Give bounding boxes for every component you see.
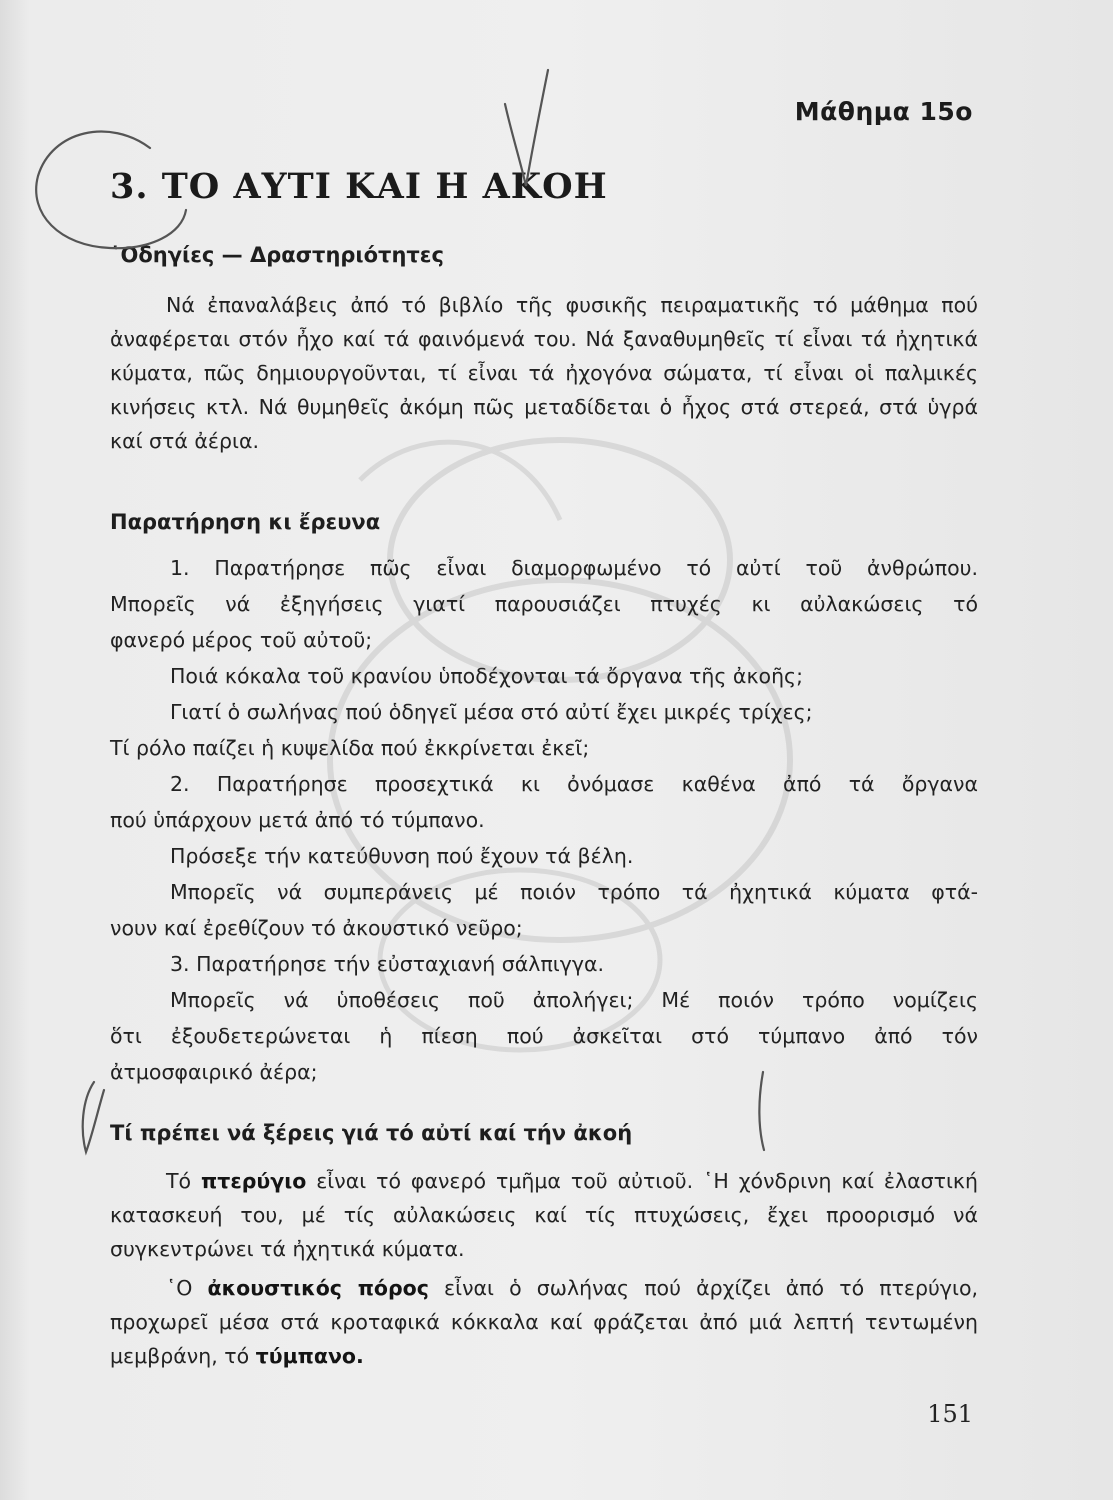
- observation-line: 1. Παρατήρησε πῶς εἶναι διαμορφωμένο τό αὐτί τοῦ ἀνθρώπου.: [170, 556, 978, 580]
- observation-line: Τί ρόλο παίζει ἡ κυψελίδα πού ἐκκρίνεται ἐκεῖ;: [110, 736, 590, 760]
- page-number: 151: [927, 1400, 973, 1428]
- observation-line: Μπορεῖς νά συμπεράνεις μέ ποιόν τρόπο τά ἠχητικά κύματα φτά-: [170, 880, 978, 904]
- section-heading-observation: Παρατήρηση κι ἔρευνα: [110, 510, 381, 534]
- observation-line: ἀτμοσφαιρικό ἀέρα;: [110, 1060, 318, 1084]
- term-ear-canal: ἀκουστικός πόρος: [207, 1276, 429, 1300]
- term-eardrum: τύμπανο.: [255, 1344, 364, 1368]
- observation-line: Ποιά κόκαλα τοῦ κρανίου ὑποδέχονται τά ὄργανα τῆς ἀκοῆς;: [170, 664, 803, 688]
- section-heading-instructions: ῾Οδηγίες — Δραστηριότητες: [110, 243, 444, 267]
- ear-canal-paragraph: ῾Ο ἀκουστικός πόρος εἶναι ὁ σωλήνας πού ἀρχίζει ἀπό τό πτερύγιο, προχωρεῖ μέσα στά κροταφικά κόκκαλα καί φράζεται ἀπό μιά λεπτή τεντωμένη μεμβράνη, τό τύμπανο.: [110, 1276, 979, 1368]
- observation-line: Μπορεῖς νά ἐξηγήσεις γιατί παρουσιάζει πτυχές κι αὐλακώσεις τό: [110, 592, 978, 616]
- pinna-paragraph: Τό πτερύγιο εἶναι τό φανερό τμῆμα τοῦ αὐτιοῦ. ῾Η χόνδρινη καί ἐλαστική κατασκευή του, μέ τίς αὐλακώσεις καί τίς πτυχώσεις, ἔχει προορισμό νά συγκεντρώνει τά ἠχητικά κύματα.: [110, 1169, 978, 1261]
- observation-line: Πρόσεξε τήν κατεύθυνση πού ἔχουν τά βέλη.: [170, 844, 634, 868]
- chapter-title: 3. ΤΟ ΑΥΤΙ ΚΑΙ Η ΑΚΟΗ: [110, 166, 608, 207]
- left-margin-mark-icon: [83, 1082, 104, 1152]
- observation-line: νουν καί ἐρεθίζουν τό ἀκουστικό νεῦρο;: [110, 916, 523, 940]
- instructions-paragraph: Νά ἐπαναλάβεις ἀπό τό βιβλίο τῆς φυσικῆς πειραματικῆς τό μάθημα πού ἀναφέρεται στόν ἦχο καί τά φαινόμενά του. Νά ξαναθυμηθεῖς τί εἶναι τά ἠχητικά κύματα, πῶς δημιουργοῦνται, τί εἶναι τά ἠχογόνα σώματα, τί εἶναι οἱ παλμικές κινήσεις κτλ. Νά θυμηθεῖς ἀκόμη πῶς μεταδίδεται ὁ ἦχος στά στερεά, στά ὑγρά καί στά ἀέρια.: [110, 293, 978, 453]
- observation-line: Γιατί ὁ σωλήνας πού ὁδηγεῖ μέσα στό αὐτί ἔχει μικρές τρίχες;: [170, 700, 813, 724]
- section-heading-what-to-know: Τί πρέπει νά ξέρεις γιά τό αὐτί καί τήν ἀκοή: [110, 1121, 633, 1145]
- observation-line: 3. Παρατήρησε τήν εὐσταχιανή σάλπιγγα.: [170, 952, 605, 976]
- observation-line: 2. Παρατήρησε προσεχτικά κι ὀνόμασε καθένα ἀπό τά ὄργανα: [170, 772, 978, 796]
- lesson-label: Μάθημα 15ο: [794, 97, 973, 126]
- term-pinna: πτερύγιο: [201, 1169, 307, 1193]
- observation-line: ὅτι ἐξουδετερώνεται ἡ πίεση πού ἀσκεῖται στό τύμπανο ἀπό τόν: [110, 1024, 978, 1048]
- observation-line: φανερό μέρος τοῦ αὐτοῦ;: [110, 628, 373, 652]
- observation-line: πού ὑπάρχουν μετά ἀπό τό τύμπανο.: [110, 808, 485, 832]
- observation-line: Μπορεῖς νά ὑποθέσεις ποῦ ἀπολήγει; Μέ ποιόν τρόπο νομίζεις: [170, 988, 978, 1012]
